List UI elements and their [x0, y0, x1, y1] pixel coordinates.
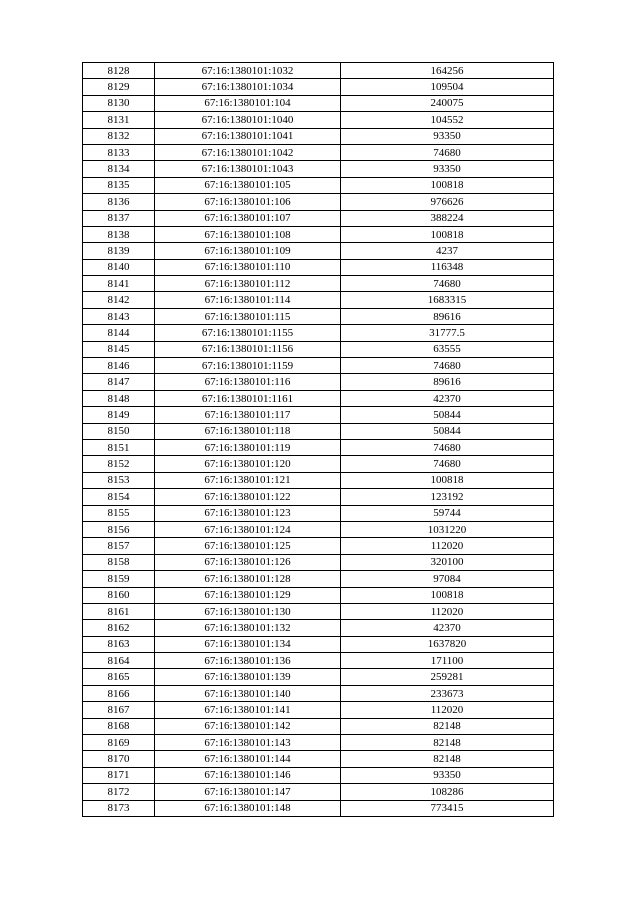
table-row: [83, 79, 554, 95]
row-number-cell: 8154: [83, 489, 155, 505]
row-number-cell: 8157: [83, 538, 155, 554]
cadastral-number-cell: 67:16:1380101:105: [155, 177, 341, 193]
row-number-cell: 8173: [83, 800, 155, 816]
row-number-cell: 8156: [83, 521, 155, 537]
cadastral-number-cell: 67:16:1380101:1155: [155, 325, 341, 341]
row-number-cell: 8146: [83, 358, 155, 374]
row-number-cell: 8145: [83, 341, 155, 357]
cadastral-number-cell: 67:16:1380101:115: [155, 308, 341, 324]
table-row: [83, 538, 554, 554]
row-number-cell: 8152: [83, 456, 155, 472]
table-row: [83, 751, 554, 767]
value-cell: 976626: [341, 194, 554, 210]
value-cell: 82148: [341, 751, 554, 767]
row-number-cell: 8132: [83, 128, 155, 144]
value-cell: 93350: [341, 161, 554, 177]
table-row: [83, 308, 554, 324]
cadastral-number-cell: 67:16:1380101:112: [155, 276, 341, 292]
value-cell: 773415: [341, 800, 554, 816]
row-number-cell: 8142: [83, 292, 155, 308]
table-row: [83, 276, 554, 292]
value-cell: 108286: [341, 784, 554, 800]
cadastral-number-cell: 67:16:1380101:110: [155, 259, 341, 275]
table-row: [83, 292, 554, 308]
table-row: [83, 603, 554, 619]
value-cell: 89616: [341, 374, 554, 390]
cadastral-number-cell: 67:16:1380101:123: [155, 505, 341, 521]
value-cell: 112020: [341, 538, 554, 554]
table-row: [83, 669, 554, 685]
value-cell: 50844: [341, 423, 554, 439]
table-row: [83, 505, 554, 521]
row-number-cell: 8130: [83, 95, 155, 111]
value-cell: 171100: [341, 653, 554, 669]
cadastral-number-cell: 67:16:1380101:130: [155, 603, 341, 619]
cadastral-number-cell: 67:16:1380101:1032: [155, 63, 341, 79]
cadastral-number-cell: 67:16:1380101:1042: [155, 144, 341, 160]
cadastral-number-cell: 67:16:1380101:1034: [155, 79, 341, 95]
table-row: [83, 653, 554, 669]
row-number-cell: 8138: [83, 226, 155, 242]
value-cell: 63555: [341, 341, 554, 357]
cadastral-number-cell: 67:16:1380101:134: [155, 636, 341, 652]
row-number-cell: 8167: [83, 702, 155, 718]
value-cell: 42370: [341, 620, 554, 636]
cadastral-number-cell: 67:16:1380101:1159: [155, 358, 341, 374]
row-number-cell: 8150: [83, 423, 155, 439]
table-row: [83, 341, 554, 357]
row-number-cell: 8139: [83, 243, 155, 259]
cadastral-number-cell: 67:16:1380101:107: [155, 210, 341, 226]
table-row: [83, 423, 554, 439]
value-cell: 74680: [341, 358, 554, 374]
table-row: [83, 636, 554, 652]
table-row: [83, 587, 554, 603]
value-cell: 100818: [341, 226, 554, 242]
table-row: [83, 554, 554, 570]
table-row: [83, 702, 554, 718]
cadastral-number-cell: 67:16:1380101:125: [155, 538, 341, 554]
table-row: [83, 177, 554, 193]
table-row: [83, 161, 554, 177]
value-cell: 1637820: [341, 636, 554, 652]
row-number-cell: 8160: [83, 587, 155, 603]
value-cell: 112020: [341, 702, 554, 718]
table-row: [83, 374, 554, 390]
row-number-cell: 8159: [83, 571, 155, 587]
value-cell: 82148: [341, 718, 554, 734]
cadastral-number-cell: 67:16:1380101:126: [155, 554, 341, 570]
table-row: [83, 63, 554, 79]
value-cell: 74680: [341, 456, 554, 472]
cadastral-value-table: [82, 62, 554, 817]
cadastral-number-cell: 67:16:1380101:1161: [155, 390, 341, 406]
value-cell: 100818: [341, 587, 554, 603]
row-number-cell: 8128: [83, 63, 155, 79]
table-row: [83, 128, 554, 144]
row-number-cell: 8136: [83, 194, 155, 210]
value-cell: 100818: [341, 472, 554, 488]
cadastral-number-cell: 67:16:1380101:124: [155, 521, 341, 537]
cadastral-number-cell: 67:16:1380101:142: [155, 718, 341, 734]
value-cell: 388224: [341, 210, 554, 226]
row-number-cell: 8155: [83, 505, 155, 521]
row-number-cell: 8164: [83, 653, 155, 669]
row-number-cell: 8168: [83, 718, 155, 734]
row-number-cell: 8131: [83, 112, 155, 128]
table-row: [83, 112, 554, 128]
table-row: [83, 784, 554, 800]
row-number-cell: 8161: [83, 603, 155, 619]
table-row: [83, 735, 554, 751]
table-row: [83, 358, 554, 374]
cadastral-number-cell: 67:16:1380101:117: [155, 407, 341, 423]
cadastral-number-cell: 67:16:1380101:144: [155, 751, 341, 767]
value-cell: 240075: [341, 95, 554, 111]
cadastral-number-cell: 67:16:1380101:114: [155, 292, 341, 308]
cadastral-number-cell: 67:16:1380101:141: [155, 702, 341, 718]
table-row: [83, 210, 554, 226]
table-row: [83, 390, 554, 406]
cadastral-number-cell: 67:16:1380101:109: [155, 243, 341, 259]
row-number-cell: 8143: [83, 308, 155, 324]
cadastral-number-cell: 67:16:1380101:136: [155, 653, 341, 669]
value-cell: 1031220: [341, 521, 554, 537]
value-cell: 233673: [341, 685, 554, 701]
value-cell: 89616: [341, 308, 554, 324]
row-number-cell: 8148: [83, 390, 155, 406]
table-body: [83, 63, 554, 817]
row-number-cell: 8169: [83, 735, 155, 751]
cadastral-number-cell: 67:16:1380101:129: [155, 587, 341, 603]
row-number-cell: 8140: [83, 259, 155, 275]
table-row: [83, 800, 554, 816]
cadastral-number-cell: 67:16:1380101:121: [155, 472, 341, 488]
row-number-cell: 8166: [83, 685, 155, 701]
row-number-cell: 8149: [83, 407, 155, 423]
cadastral-number-cell: 67:16:1380101:106: [155, 194, 341, 210]
row-number-cell: 8144: [83, 325, 155, 341]
row-number-cell: 8153: [83, 472, 155, 488]
cadastral-number-cell: 67:16:1380101:139: [155, 669, 341, 685]
row-number-cell: 8170: [83, 751, 155, 767]
table-row: [83, 226, 554, 242]
cadastral-number-cell: 67:16:1380101:108: [155, 226, 341, 242]
table-row: [83, 144, 554, 160]
row-number-cell: 8151: [83, 439, 155, 455]
value-cell: 116348: [341, 259, 554, 275]
value-cell: 50844: [341, 407, 554, 423]
table-row: [83, 472, 554, 488]
cadastral-number-cell: 67:16:1380101:104: [155, 95, 341, 111]
value-cell: 97084: [341, 571, 554, 587]
table-row: [83, 620, 554, 636]
cadastral-number-cell: 67:16:1380101:148: [155, 800, 341, 816]
value-cell: 74680: [341, 276, 554, 292]
value-cell: 109504: [341, 79, 554, 95]
table-row: [83, 243, 554, 259]
row-number-cell: 8141: [83, 276, 155, 292]
cadastral-number-cell: 67:16:1380101:143: [155, 735, 341, 751]
value-cell: 164256: [341, 63, 554, 79]
row-number-cell: 8137: [83, 210, 155, 226]
value-cell: 74680: [341, 144, 554, 160]
table-row: [83, 489, 554, 505]
table-row: [83, 194, 554, 210]
value-cell: 4237: [341, 243, 554, 259]
table-row: [83, 439, 554, 455]
table-row: [83, 571, 554, 587]
cadastral-number-cell: 67:16:1380101:1040: [155, 112, 341, 128]
row-number-cell: 8147: [83, 374, 155, 390]
cadastral-number-cell: 67:16:1380101:118: [155, 423, 341, 439]
value-cell: 259281: [341, 669, 554, 685]
value-cell: 100818: [341, 177, 554, 193]
row-number-cell: 8171: [83, 767, 155, 783]
cadastral-number-cell: 67:16:1380101:146: [155, 767, 341, 783]
value-cell: 93350: [341, 128, 554, 144]
row-number-cell: 8158: [83, 554, 155, 570]
row-number-cell: 8165: [83, 669, 155, 685]
value-cell: 59744: [341, 505, 554, 521]
cadastral-number-cell: 67:16:1380101:128: [155, 571, 341, 587]
cadastral-number-cell: 67:16:1380101:1041: [155, 128, 341, 144]
row-number-cell: 8163: [83, 636, 155, 652]
value-cell: 82148: [341, 735, 554, 751]
table-row: [83, 259, 554, 275]
table-row: [83, 521, 554, 537]
cadastral-number-cell: 67:16:1380101:119: [155, 439, 341, 455]
row-number-cell: 8129: [83, 79, 155, 95]
row-number-cell: 8162: [83, 620, 155, 636]
value-cell: 74680: [341, 439, 554, 455]
cadastral-number-cell: 67:16:1380101:147: [155, 784, 341, 800]
cadastral-number-cell: 67:16:1380101:1043: [155, 161, 341, 177]
value-cell: 112020: [341, 603, 554, 619]
table-row: [83, 767, 554, 783]
table-row: [83, 95, 554, 111]
value-cell: 93350: [341, 767, 554, 783]
table-row: [83, 685, 554, 701]
table-row: [83, 456, 554, 472]
row-number-cell: 8133: [83, 144, 155, 160]
cadastral-number-cell: 67:16:1380101:140: [155, 685, 341, 701]
value-cell: 31777.5: [341, 325, 554, 341]
table-row: [83, 407, 554, 423]
cadastral-number-cell: 67:16:1380101:132: [155, 620, 341, 636]
table-row: [83, 325, 554, 341]
row-number-cell: 8172: [83, 784, 155, 800]
row-number-cell: 8134: [83, 161, 155, 177]
cadastral-number-cell: 67:16:1380101:122: [155, 489, 341, 505]
cadastral-number-cell: 67:16:1380101:1156: [155, 341, 341, 357]
row-number-cell: 8135: [83, 177, 155, 193]
cadastral-number-cell: 67:16:1380101:116: [155, 374, 341, 390]
value-cell: 42370: [341, 390, 554, 406]
value-cell: 104552: [341, 112, 554, 128]
cadastral-number-cell: 67:16:1380101:120: [155, 456, 341, 472]
value-cell: 123192: [341, 489, 554, 505]
value-cell: 1683315: [341, 292, 554, 308]
table-row: [83, 718, 554, 734]
value-cell: 320100: [341, 554, 554, 570]
